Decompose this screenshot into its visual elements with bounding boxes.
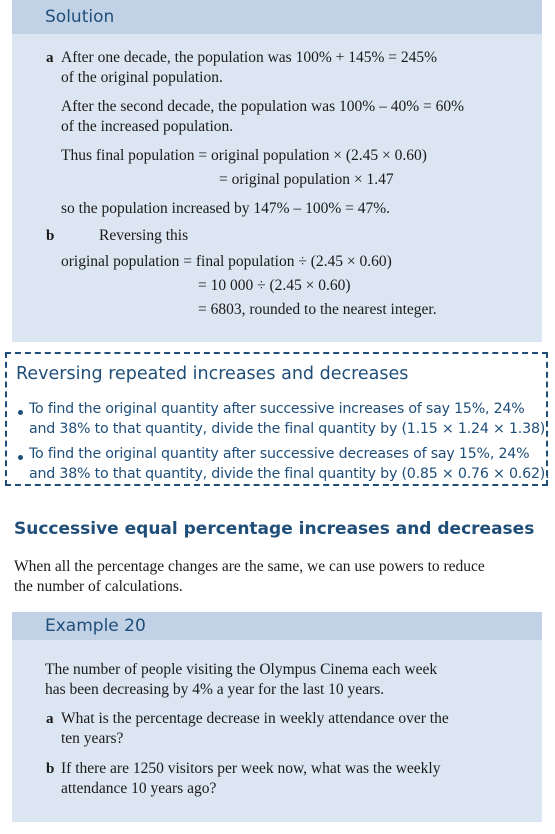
- example-intro-line2: has been decreasing by 4% a year for the last 10 years.: [45, 681, 385, 698]
- solution-header: [12, 0, 542, 34]
- solution-a-line6: = original population × 1.47: [219, 171, 394, 188]
- question-a-line1: What is the percentage decrease in weekly attendance over the: [61, 710, 449, 727]
- question-a-line2: ten years?: [61, 730, 124, 747]
- solution-a-line1: After one decade, the population was 100% + 145% = 245%: [61, 49, 438, 66]
- question-b-line2: attendance 10 years ago?: [61, 780, 217, 797]
- successive-heading: Successive equal percentage increases and decreases: [14, 519, 535, 539]
- solution-b-line1: Reversing this: [99, 227, 189, 244]
- solution-a-line7: so the population increased by 147% – 100% = 47%.: [61, 200, 391, 217]
- question-a-label: a: [46, 711, 54, 727]
- reversing-box: [5, 352, 548, 486]
- solution-box: [12, 0, 542, 342]
- solution-b-line4: = 6803, rounded to the nearest integer.: [198, 301, 437, 318]
- bullet1-line2: and 38% to that quantity, divide the final quantity by (1.15 × 1.24 × 1.38).: [29, 421, 550, 437]
- example-box: [12, 612, 542, 822]
- solution-a-line4: of the increased population.: [61, 118, 234, 135]
- bullet-dot: [18, 455, 23, 460]
- successive-para-line2: the number of calculations.: [14, 578, 183, 595]
- example-header: [12, 612, 542, 640]
- part-b-label: b: [46, 228, 55, 244]
- example-intro-line1: The number of people visiting the Olympus Cinema each week: [45, 661, 438, 678]
- solution-a-line3: After the second decade, the population was 100% – 40% = 60%: [61, 98, 465, 115]
- bullet2-line1: To find the original quantity after successive decreases of say 15%, 24%: [29, 446, 530, 462]
- bullet2-line2: and 38% to that quantity, divide the final quantity by (0.85 × 0.76 × 0.62).: [29, 466, 550, 482]
- solution-a-line2: of the original population.: [61, 69, 223, 86]
- example-title: Example 20: [45, 616, 146, 636]
- question-b-label: b: [46, 761, 55, 777]
- question-b-line1: If there are 1250 visitors per week now, what was the weekly: [61, 760, 441, 777]
- solution-a-line5: Thus final population = original population × (2.45 × 0.60): [61, 147, 427, 164]
- solution-b-line2: original population = final population ÷ (2.45 × 0.60): [61, 253, 392, 270]
- bullet1-line1: To find the original quantity after successive increases of say 15%, 24%: [29, 401, 525, 417]
- reversing-title: Reversing repeated increases and decreases: [16, 364, 409, 384]
- solution-title: Solution: [45, 7, 115, 27]
- bullet-dot: [18, 410, 23, 415]
- solution-b-line3: = 10 000 ÷ (2.45 × 0.60): [198, 277, 351, 294]
- part-a-label: a: [46, 50, 54, 66]
- successive-para-line1: When all the percentage changes are the same, we can use powers to reduce: [14, 558, 485, 575]
